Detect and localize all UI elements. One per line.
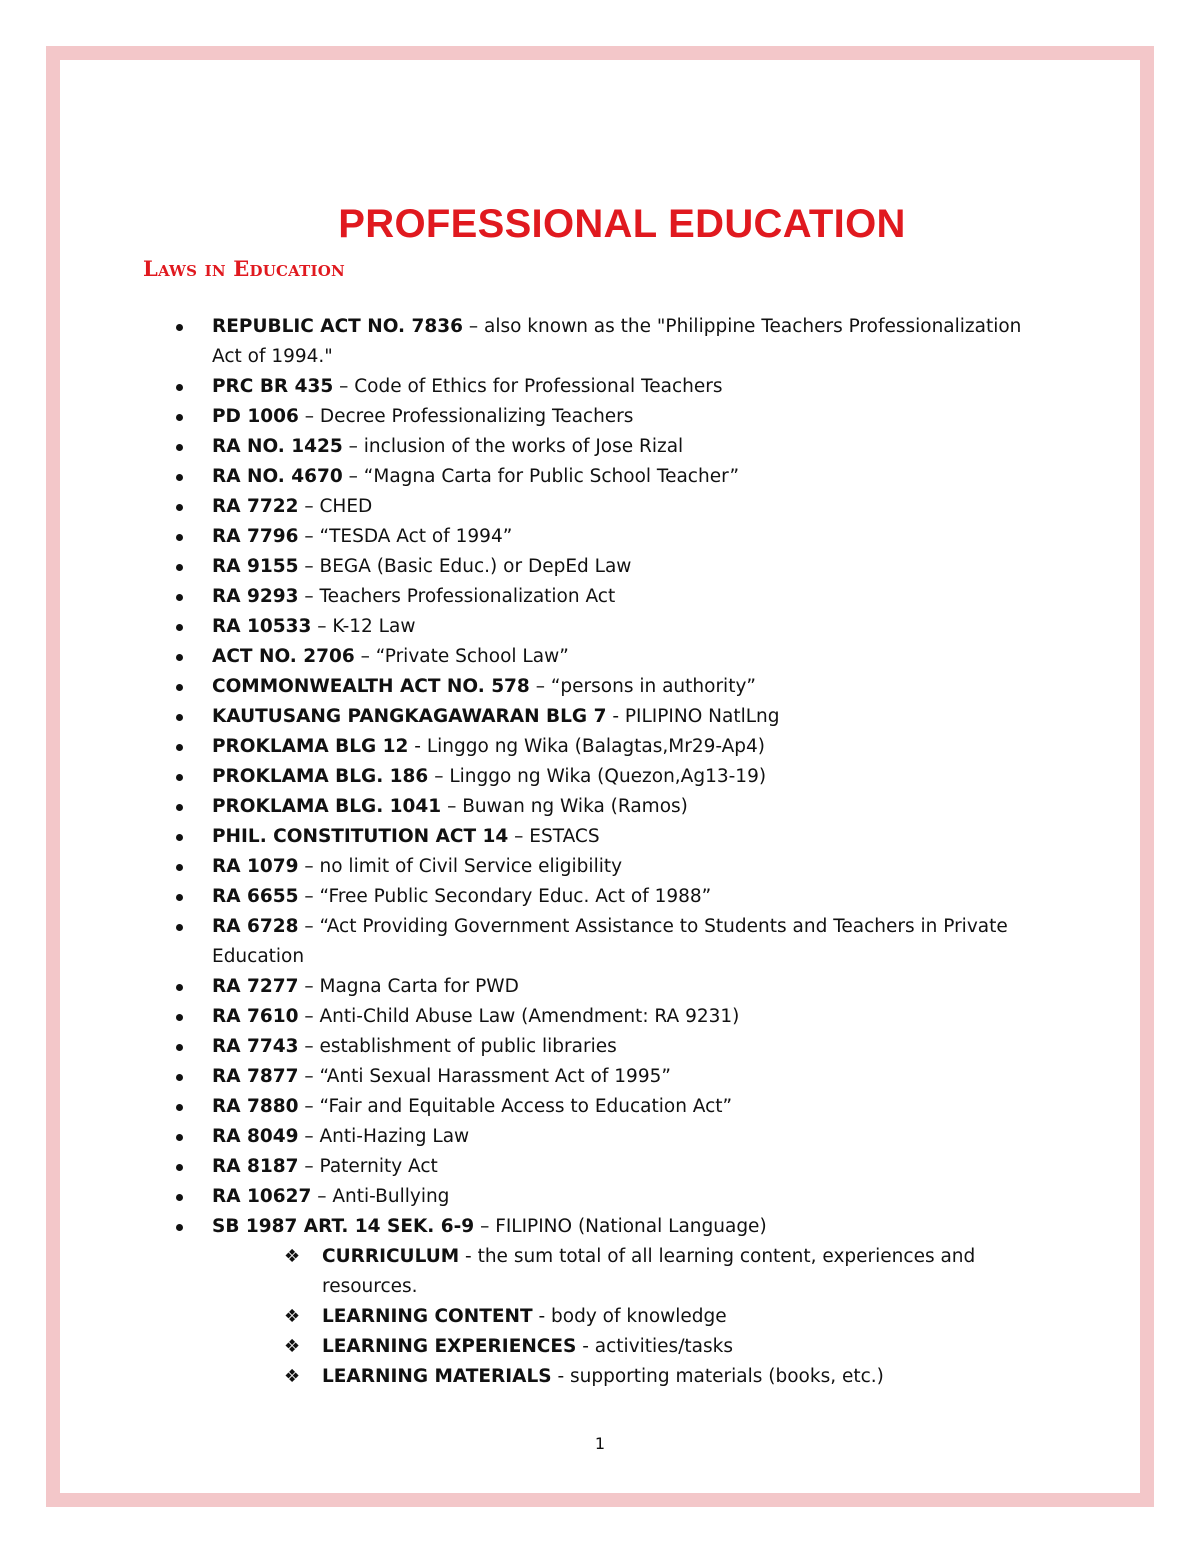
- law-description: – “TESDA Act of 1994”: [298, 526, 513, 547]
- law-code: RA 7743: [212, 1036, 299, 1057]
- list-item: [172, 882, 1052, 912]
- bullet-icon: [176, 1074, 183, 1081]
- list-item: [172, 1002, 1052, 1032]
- bullet-icon: [176, 834, 183, 841]
- law-description: - PILIPINO NatlLng: [606, 706, 780, 727]
- diamond-star-icon: ❖: [284, 1366, 301, 1387]
- list-item: [172, 312, 1052, 372]
- page-title: PROFESSIONAL EDUCATION: [338, 202, 906, 246]
- list-item: [172, 462, 1052, 492]
- law-description: – establishment of public libraries: [298, 1036, 617, 1057]
- law-code: RA 7722: [212, 496, 299, 517]
- list-item: [172, 582, 1052, 612]
- list-item: [172, 912, 1052, 972]
- diamond-star-icon: ❖: [284, 1306, 301, 1327]
- law-description: – Anti-Hazing Law: [298, 1126, 470, 1147]
- law-description: – “Act Providing Government Assistance to Students and Teachers in Private Education: [212, 916, 1008, 967]
- law-description: – Anti-Bullying: [311, 1186, 450, 1207]
- laws-list: [172, 312, 1052, 1392]
- law-code: RA 9293: [212, 586, 299, 607]
- law-code: RA 8049: [212, 1126, 299, 1147]
- law-code: COMMONWEALTH ACT NO. 578: [212, 676, 530, 697]
- law-code: RA 6728: [212, 916, 299, 937]
- page-number: 1: [594, 1434, 606, 1453]
- bullet-icon: [176, 624, 183, 631]
- definition-description: - activities/tasks: [576, 1336, 734, 1357]
- law-code: RA 7877: [212, 1066, 299, 1087]
- law-description: – no limit of Civil Service eligibility: [298, 856, 623, 877]
- list-item: [172, 762, 1052, 792]
- definition-description: - the sum total of all learning content, experiences and resources.: [322, 1246, 976, 1297]
- list-item: [172, 822, 1052, 852]
- bullet-icon: [176, 474, 183, 481]
- definitions-list: [212, 1242, 1052, 1392]
- bullet-icon: [176, 1194, 183, 1201]
- bullet-icon: [176, 414, 183, 421]
- list-item: [172, 1032, 1052, 1062]
- bullet-icon: [176, 984, 183, 991]
- law-code: RA 6655: [212, 886, 299, 907]
- list-item: [172, 612, 1052, 642]
- bullet-icon: [176, 1044, 183, 1051]
- law-code: RA NO. 4670: [212, 466, 343, 487]
- law-code: REPUBLIC ACT NO. 7836: [212, 316, 463, 337]
- list-item: [282, 1362, 1052, 1392]
- bullet-icon: [176, 1164, 183, 1171]
- list-item: [172, 1062, 1052, 1092]
- section-subtitle: Laws in Education: [143, 256, 345, 281]
- law-description: – CHED: [298, 496, 373, 517]
- law-description: – “Private School Law”: [354, 646, 569, 667]
- law-description: – BEGA (Basic Educ.) or DepEd Law: [298, 556, 632, 577]
- law-description: – Code of Ethics for Professional Teachers: [333, 376, 723, 397]
- bullet-icon: [176, 324, 183, 331]
- list-item: [172, 642, 1052, 672]
- law-description: – “Magna Carta for Public School Teacher”: [342, 466, 740, 487]
- law-code: RA 9155: [212, 556, 299, 577]
- list-item: [172, 672, 1052, 702]
- bullet-icon: [176, 804, 183, 811]
- law-description: – Linggo ng Wika (Quezon,Ag13-19): [428, 766, 767, 787]
- list-item: [172, 552, 1052, 582]
- document-body: [143, 198, 1052, 1392]
- law-description: – “Fair and Equitable Access to Education Act”: [298, 1096, 733, 1117]
- law-code: PROKLAMA BLG. 186: [212, 766, 429, 787]
- law-code: PD 1006: [212, 406, 299, 427]
- law-code: SB 1987 ART. 14 SEK. 6-9: [212, 1216, 475, 1237]
- bullet-icon: [176, 744, 183, 751]
- bullet-icon: [176, 684, 183, 691]
- law-code: RA 7880: [212, 1096, 299, 1117]
- definition-term: LEARNING CONTENT: [322, 1306, 533, 1327]
- bullet-icon: [176, 924, 183, 931]
- law-description: – Magna Carta for PWD: [298, 976, 519, 997]
- list-item: [282, 1302, 1052, 1332]
- bullet-icon: [176, 594, 183, 601]
- law-description: - Linggo ng Wika (Balagtas,Mr29-Ap4): [408, 736, 766, 757]
- definition-description: - supporting materials (books, etc.): [551, 1366, 884, 1387]
- law-code: PHIL. CONSTITUTION ACT 14: [212, 826, 509, 847]
- bullet-icon: [176, 654, 183, 661]
- list-item: [172, 1182, 1052, 1212]
- law-code: PROKLAMA BLG. 1041: [212, 796, 442, 817]
- law-description: – “Anti Sexual Harassment Act of 1995”: [298, 1066, 671, 1087]
- list-item: [172, 972, 1052, 1002]
- law-description: – Teachers Professionalization Act: [298, 586, 616, 607]
- bullet-icon: [176, 774, 183, 781]
- law-description: – Anti-Child Abuse Law (Amendment: RA 9231): [298, 1006, 740, 1027]
- diamond-star-icon: ❖: [284, 1336, 301, 1357]
- law-description: – Decree Professionalizing Teachers: [298, 406, 634, 427]
- law-code: PROKLAMA BLG 12: [212, 736, 409, 757]
- list-item: [172, 492, 1052, 522]
- diamond-star-icon: ❖: [284, 1246, 301, 1267]
- law-code: ACT NO. 2706: [212, 646, 355, 667]
- list-item: [172, 402, 1052, 432]
- bullet-icon: [176, 1224, 183, 1231]
- law-code: RA 1079: [212, 856, 299, 877]
- law-code: RA 7610: [212, 1006, 299, 1027]
- law-description: – Paternity Act: [298, 1156, 438, 1177]
- bullet-icon: [176, 1014, 183, 1021]
- law-code: RA 7796: [212, 526, 299, 547]
- law-description: – Buwan ng Wika (Ramos): [441, 796, 688, 817]
- list-item: [172, 372, 1052, 402]
- list-item: [172, 1092, 1052, 1122]
- law-code: RA 10533: [212, 616, 312, 637]
- law-description: – K-12 Law: [311, 616, 416, 637]
- list-item: [172, 852, 1052, 882]
- bullet-icon: [176, 1104, 183, 1111]
- list-item: [172, 732, 1052, 762]
- law-description: – FILIPINO (National Language): [474, 1216, 767, 1237]
- law-description: – “Free Public Secondary Educ. Act of 1988”: [298, 886, 712, 907]
- list-item: [172, 522, 1052, 552]
- bullet-icon: [176, 564, 183, 571]
- law-description: – also known as the "Philippine Teachers Professionalization Act of 1994.": [212, 316, 1022, 367]
- law-code: RA NO. 1425: [212, 436, 343, 457]
- list-item: [172, 1122, 1052, 1152]
- definition-term: LEARNING MATERIALS: [322, 1366, 552, 1387]
- law-description: – ESTACS: [508, 826, 600, 847]
- bullet-icon: [176, 534, 183, 541]
- list-item: [282, 1332, 1052, 1362]
- list-item: [282, 1242, 1052, 1302]
- law-code: RA 10627: [212, 1186, 312, 1207]
- list-item: [172, 792, 1052, 822]
- list-item: [172, 432, 1052, 462]
- list-item: [172, 1152, 1052, 1182]
- bullet-icon: [176, 1134, 183, 1141]
- list-item: [172, 1212, 1052, 1392]
- bullet-icon: [176, 384, 183, 391]
- law-code: PRC BR 435: [212, 376, 334, 397]
- bullet-icon: [176, 714, 183, 721]
- law-code: RA 8187: [212, 1156, 299, 1177]
- definition-description: - body of knowledge: [532, 1306, 727, 1327]
- bullet-icon: [176, 444, 183, 451]
- definition-term: LEARNING EXPERIENCES: [322, 1336, 577, 1357]
- list-item: [172, 702, 1052, 732]
- definition-term: CURRICULUM: [322, 1246, 460, 1267]
- bullet-icon: [176, 864, 183, 871]
- law-code: RA 7277: [212, 976, 299, 997]
- law-description: – “persons in authority”: [529, 676, 756, 697]
- law-description: – inclusion of the works of Jose Rizal: [342, 436, 684, 457]
- bullet-icon: [176, 504, 183, 511]
- bullet-icon: [176, 894, 183, 901]
- law-code: KAUTUSANG PANGKAGAWARAN BLG 7: [212, 706, 607, 727]
